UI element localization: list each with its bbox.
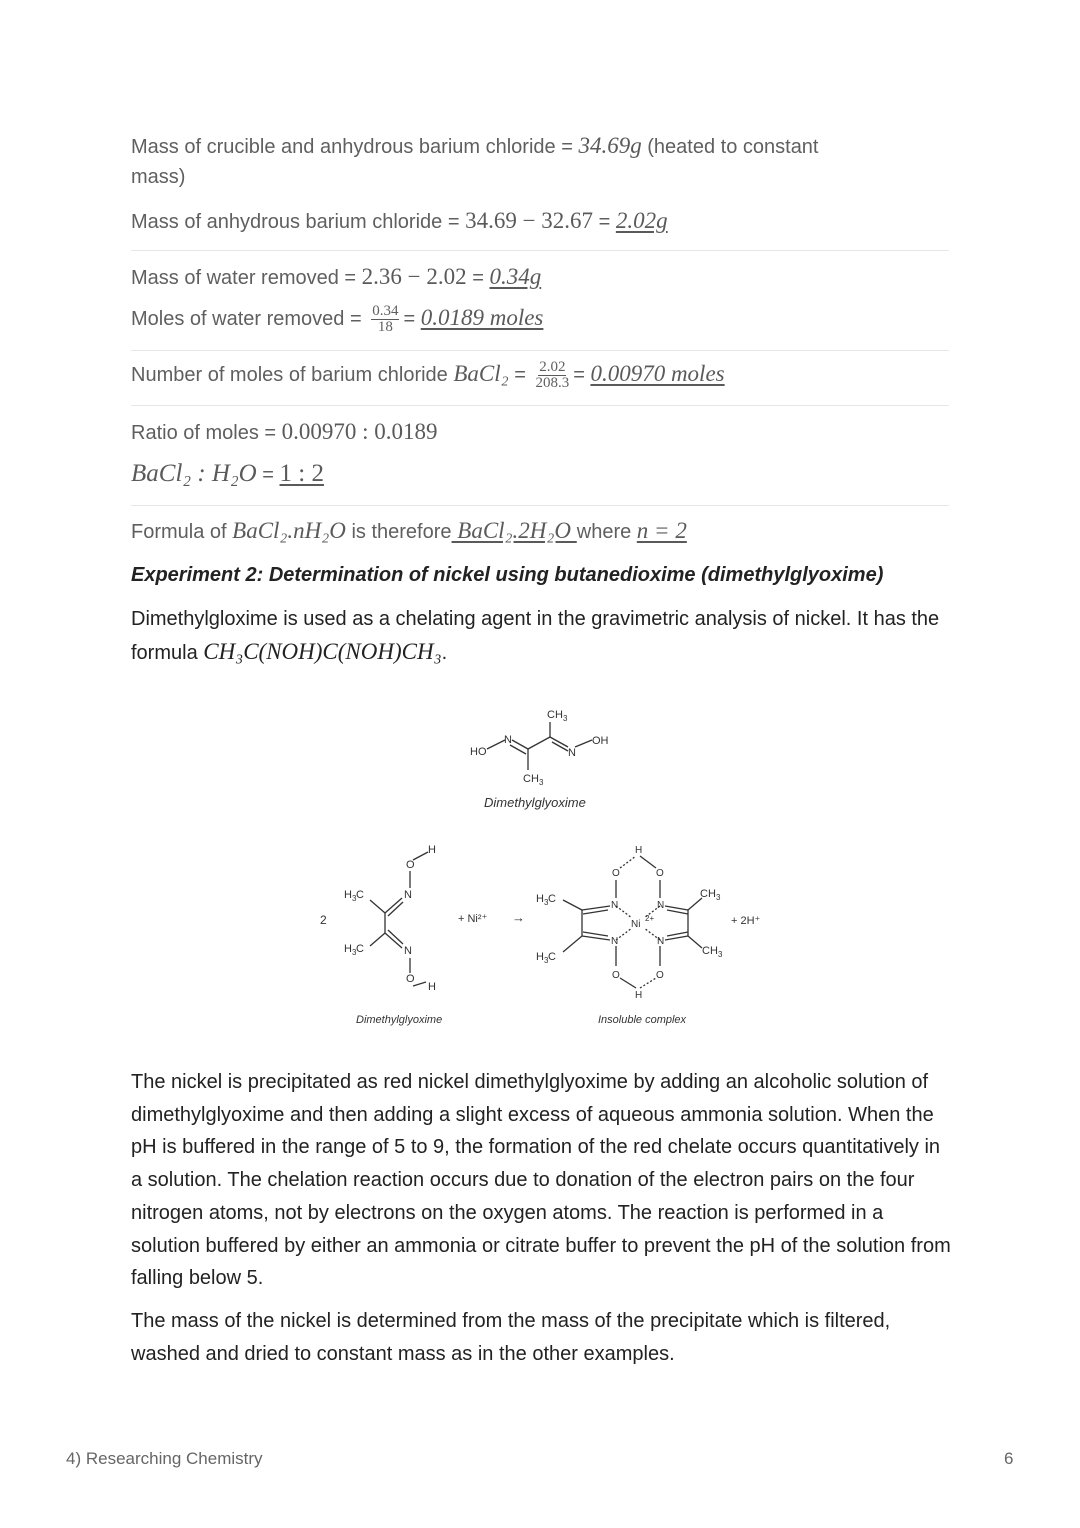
- svg-text:N: N: [404, 889, 412, 901]
- mole-ratio-result: 1 : 2: [279, 460, 324, 487]
- svg-text:CH: CH: [702, 945, 718, 957]
- intro-paragraph: [131, 603, 951, 669]
- equals-sign: =: [508, 363, 532, 386]
- moles-water-line: [131, 304, 543, 335]
- mass-anhydrous-result: 2.02g: [615, 208, 668, 233]
- page-number: 6: [1004, 1449, 1014, 1468]
- svg-text:N: N: [657, 936, 665, 947]
- mass-paragraph: The mass of the nickel is determined from the mass of the precipitate which is filtered, washed and dried to constant mass as in the other examples.: [131, 1310, 891, 1365]
- moles-bacl2-result: 0.00970 moles: [590, 360, 725, 386]
- experiment-heading: Experiment 2: Determination of nickel using butanedioxime (dimethylglyoxime): [131, 564, 884, 586]
- svg-text:O: O: [406, 973, 415, 985]
- svg-text:H: H: [635, 845, 643, 856]
- ratio-label: Ratio of moles =: [131, 422, 282, 444]
- svg-text:C: C: [548, 951, 556, 963]
- mole-ratio-line: [131, 460, 324, 488]
- equals-sign: =: [403, 307, 421, 330]
- svg-text:H: H: [536, 951, 544, 963]
- right-structure-label: Insoluble complex: [598, 1014, 687, 1026]
- fraction-numerator: 0.34: [372, 303, 399, 319]
- svg-text:H: H: [344, 889, 352, 901]
- dmg-formula: CH₃C(NOH)C(NOH)CH₃: [203, 638, 442, 664]
- mass-crucible-line: [131, 133, 819, 159]
- ratio-expression: 0.00970 : 0.0189: [281, 419, 438, 444]
- svg-text:3: 3: [352, 894, 357, 903]
- svg-text:C: C: [548, 893, 556, 905]
- divider: [131, 405, 949, 406]
- mass-anhydrous-label: Mass of anhydrous barium chloride =: [131, 211, 466, 233]
- reaction-scheme: [310, 838, 780, 1033]
- formula-therefore: is therefore: [345, 521, 452, 543]
- equals-sign: =: [256, 464, 280, 486]
- divider: [131, 505, 949, 506]
- svg-text:3: 3: [718, 950, 723, 959]
- svg-text:N: N: [611, 936, 619, 947]
- divider: [131, 350, 949, 351]
- svg-text:2+: 2+: [645, 914, 655, 923]
- svg-text:3: 3: [716, 893, 721, 902]
- mass-anhydrous-expression: 34.69 − 32.67: [465, 208, 594, 233]
- svg-text:C: C: [356, 889, 364, 901]
- moles-bacl2-fraction: [535, 360, 569, 391]
- svg-text:HO: HO: [470, 746, 487, 758]
- dimethylglyoxime-structure: [460, 700, 630, 820]
- svg-text:CH: CH: [700, 888, 716, 900]
- equals-sign: =: [573, 363, 591, 386]
- equals-sign: =: [593, 211, 616, 233]
- svg-text:O: O: [406, 859, 415, 871]
- reaction-arrow: →: [512, 910, 525, 925]
- svg-text:H: H: [344, 943, 352, 955]
- mass-water-result: 0.34g: [489, 264, 542, 289]
- formula-line: [131, 518, 687, 544]
- svg-text:N: N: [568, 747, 576, 759]
- fraction-denominator: 208.3: [535, 375, 570, 391]
- coefficient: 2: [320, 913, 327, 927]
- mass-crucible-value: 34.69g: [578, 133, 642, 158]
- moles-water-result: 0.0189 moles: [420, 304, 544, 330]
- svg-text:3: 3: [352, 948, 357, 957]
- mass-crucible-label: Mass of crucible and anhydrous barium chloride =: [131, 136, 579, 158]
- svg-text:N: N: [657, 900, 665, 911]
- formula-label: Formula of: [131, 521, 233, 543]
- svg-text:CH: CH: [547, 709, 563, 721]
- svg-text:3: 3: [539, 778, 544, 787]
- moles-water-label: Moles of water removed =: [131, 307, 368, 330]
- moles-water-fraction: [371, 304, 399, 335]
- mass-crucible-line-cont: mass): [131, 166, 186, 188]
- ratio-line: [131, 419, 438, 445]
- mass-water-expression: 2.36 − 2.02: [361, 264, 467, 289]
- n-value: n = 2: [636, 518, 687, 543]
- mass-water-line: [131, 264, 541, 290]
- mass-water-label: Mass of water removed =: [131, 267, 362, 289]
- fraction-numerator: 2.02: [539, 359, 566, 375]
- intro-text: Dimethylgloxime is used as a chelating agent in the gravimetric analysis of nickel. It has the formula: [131, 608, 940, 664]
- divider: [131, 250, 949, 251]
- svg-text:O: O: [656, 868, 664, 879]
- bacl2-formula: BaCl₂: [453, 360, 509, 386]
- mass-crucible-note: (heated to constant: [641, 136, 819, 158]
- svg-text:O: O: [612, 970, 620, 981]
- svg-text:N: N: [611, 900, 619, 911]
- intro-end: .: [441, 641, 448, 664]
- mole-ratio-expression: BaCl₂ : H₂O: [131, 460, 257, 487]
- svg-text:O: O: [656, 970, 664, 981]
- top-structure-label: Dimethylglyoxime: [484, 795, 586, 810]
- svg-text:OH: OH: [592, 735, 609, 747]
- svg-text:H: H: [635, 990, 643, 1001]
- svg-text:3: 3: [563, 714, 568, 723]
- svg-text:3: 3: [544, 956, 549, 965]
- precipitation-paragraph: The nickel is precipitated as red nickel dimethylglyoxime by adding an alcoholic solution of dimethylglyoxime and then adding a slight excess of aqueous ammonia solution. When the pH is buffered in the range of 5 to 9, the formation of the red chelate occurs quantitatively in a solution. The chelation reaction occurs due to donation of the electron pairs on the four nitrogen atoms, not by electrons on the oxygen atoms. The reaction is performed in a solution buffered by either an ammonia or citrate buffer to prevent the pH of the solution from falling below 5.: [131, 1071, 951, 1290]
- left-structure-label: Dimethylglyoxime: [356, 1014, 443, 1026]
- hydrate-answer: BaCl₂.2H₂O: [451, 518, 577, 543]
- svg-text:N: N: [504, 734, 512, 746]
- footer-section-title: 4) Researching Chemistry: [66, 1449, 263, 1468]
- hydrogen-ions: + 2H⁺: [731, 915, 761, 927]
- svg-text:H: H: [536, 893, 544, 905]
- svg-text:O: O: [612, 868, 620, 879]
- svg-text:C: C: [356, 943, 364, 955]
- equals-sign: =: [466, 267, 490, 289]
- hydrate-formula: BaCl₂.nH₂O: [232, 518, 346, 543]
- moles-bacl2-line: [131, 360, 725, 391]
- mass-anhydrous-line: [131, 208, 668, 234]
- svg-text:H: H: [428, 844, 436, 856]
- svg-text:CH: CH: [523, 773, 539, 785]
- formula-where: where: [576, 521, 637, 543]
- moles-bacl2-label: Number of moles of barium chloride: [131, 363, 454, 386]
- svg-text:3: 3: [544, 898, 549, 907]
- svg-text:N: N: [404, 945, 412, 957]
- nickel-ion: + Ni²⁺: [458, 913, 488, 925]
- fraction-denominator: 18: [377, 319, 393, 335]
- svg-text:Ni: Ni: [631, 919, 641, 930]
- svg-text:H: H: [428, 981, 436, 993]
